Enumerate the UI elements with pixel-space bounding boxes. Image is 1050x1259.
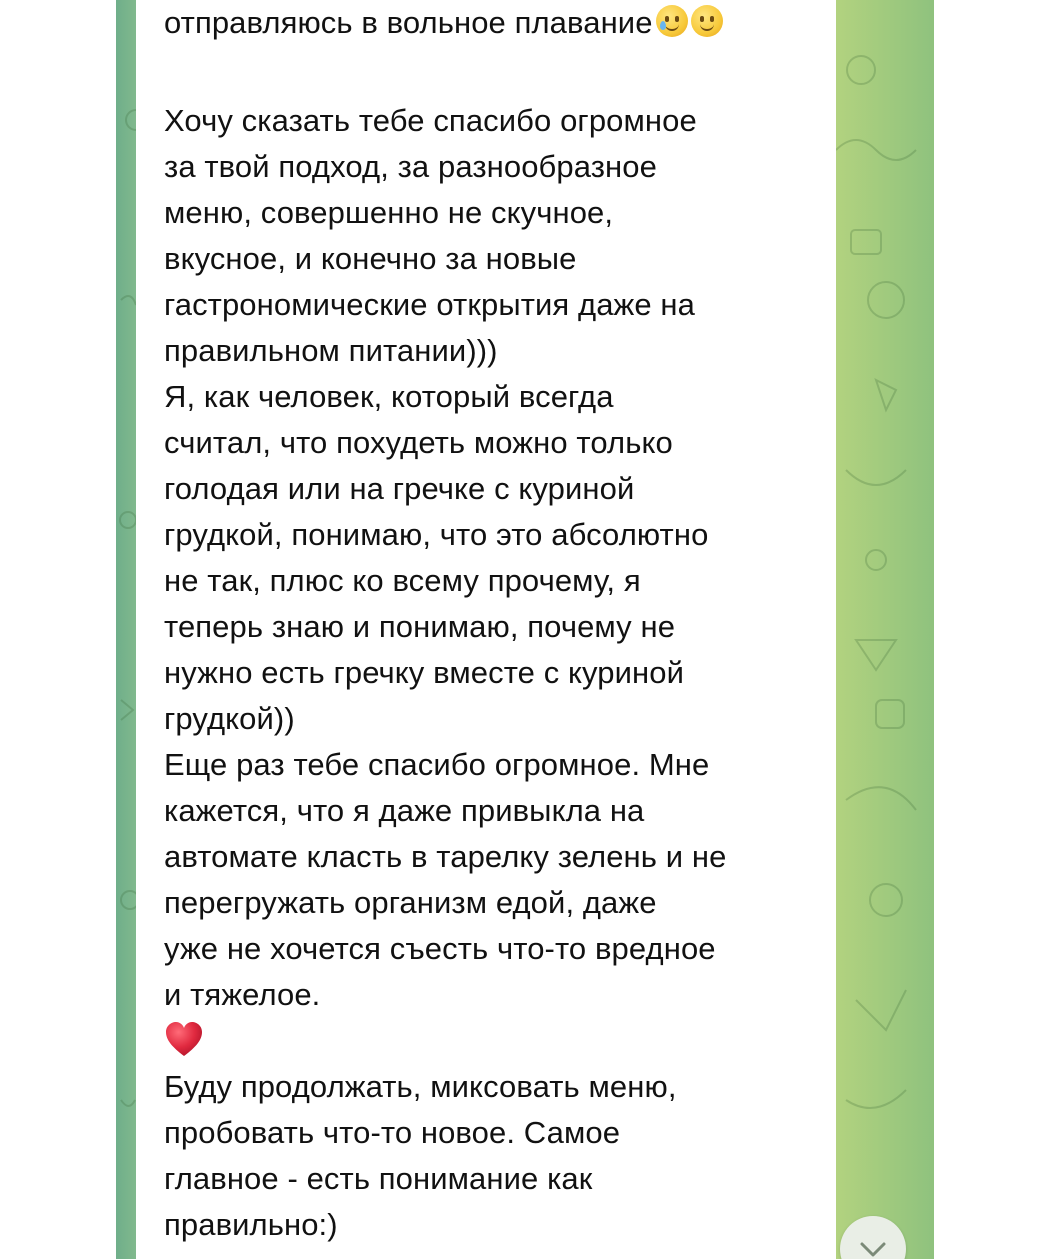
message-line: правильном питании)))	[164, 333, 498, 368]
message-bubble	[136, 0, 836, 1259]
message-line: не так, плюс ко всему прочему, я	[164, 563, 641, 598]
message-line: главное - есть понимание как	[164, 1161, 593, 1196]
message-line: автомате класть в тарелку зелень и не	[164, 839, 727, 874]
message-line: Еще раз тебе спасибо огромное. Мне	[164, 747, 710, 782]
message-line: голодая или на гречке с куриной	[164, 471, 635, 506]
message-line: грудкой))	[164, 701, 295, 736]
smile-emoji-icon	[691, 5, 723, 37]
message-line: меню, совершенно не скучное,	[164, 195, 614, 230]
message-line: кажется, что я даже привыкла на	[164, 793, 645, 828]
message-line: теперь знаю и понимаю, почему не	[164, 609, 676, 644]
crying-smile-emoji-icon	[656, 5, 688, 37]
message-line: Буду продолжать, миксовать меню,	[164, 1069, 677, 1104]
message-line: отправляюсь в вольное плавание	[164, 0, 723, 46]
message-line: нужно есть гречку вместе с куриной	[164, 655, 685, 690]
message-line: правильно:)	[164, 1207, 338, 1242]
message-line: вкусное, и конечно за новые	[164, 241, 577, 276]
message-line: уже не хочется съесть что-то вредное	[164, 931, 716, 966]
message-line: перегружать организм едой, даже	[164, 885, 657, 920]
message-line: пробовать что-то новое. Самое	[164, 1115, 621, 1150]
message-line: гастрономические открытия даже на	[164, 287, 695, 322]
message-line: и тяжелое.	[164, 977, 321, 1012]
message-line: считал, что похудеть можно только	[164, 425, 673, 460]
message-line: Хочу сказать тебе спасибо огромное	[164, 103, 697, 138]
message-line: грудкой, понимаю, что это абсолютно	[164, 517, 709, 552]
red-heart-emoji-icon	[164, 1020, 204, 1060]
message-line: за твой подход, за разнообразное	[164, 149, 657, 184]
scroll-to-bottom-button[interactable]	[840, 1216, 906, 1259]
chevron-down-icon	[840, 1216, 906, 1259]
message-line: Я, как человек, который всегда	[164, 379, 614, 414]
